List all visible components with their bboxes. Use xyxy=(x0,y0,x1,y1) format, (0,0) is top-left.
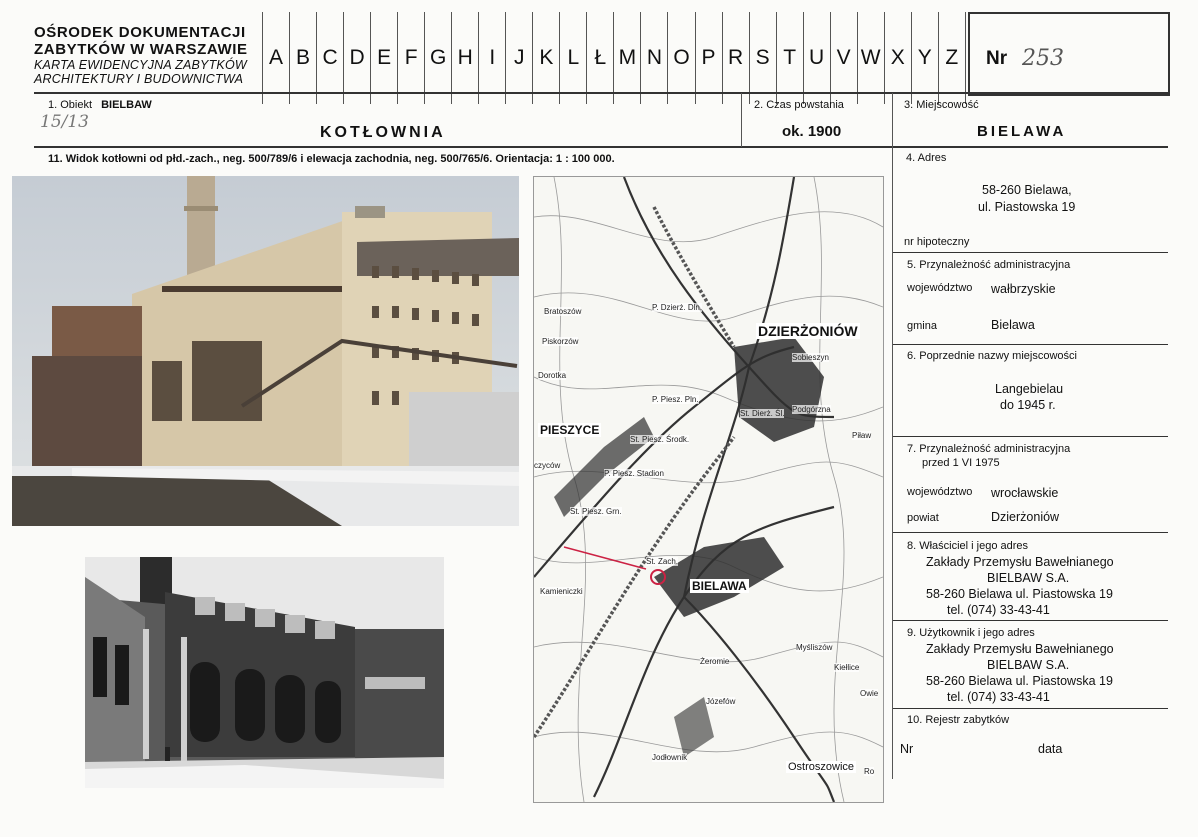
wlasciciel-l3: 58-260 Bielawa ul. Piastowska 19 xyxy=(926,587,1113,601)
map-label-minor: St. Piesz. Grn. xyxy=(570,507,622,516)
woj75-value: wrocławskie xyxy=(991,486,1059,500)
wlasciciel-label: 8. Właściciel i jego adres xyxy=(907,540,1029,552)
map-label-minor: Myśliszów xyxy=(796,643,833,652)
hipoteczny-label: nr hipoteczny xyxy=(904,236,970,248)
index-letter-9: J xyxy=(505,12,532,104)
photo-boiler-house-color xyxy=(12,176,519,526)
institution-block xyxy=(34,24,264,86)
index-letter-18: S xyxy=(749,12,776,104)
map-label-minor: Piskorzów xyxy=(542,337,579,346)
index-letter-3: D xyxy=(343,12,370,104)
rule-7 xyxy=(893,436,1168,437)
header-rule xyxy=(34,92,1168,94)
index-letter-12: Ł xyxy=(586,12,613,104)
map-label-minor: St. Piesz. Środk. xyxy=(630,435,690,444)
index-letter-22: W xyxy=(857,12,884,104)
index-letter-23: X xyxy=(884,12,911,104)
map-label-minor: Ro xyxy=(864,767,875,776)
index-letter-10: K xyxy=(532,12,559,104)
rule-8 xyxy=(893,532,1168,533)
admin75-label: 7. Przynależność administracyjna xyxy=(907,443,1071,455)
alphabet-index xyxy=(262,12,966,104)
map-label-minor: P. Piesz. Stadion xyxy=(604,469,664,478)
woj-label: województwo xyxy=(907,282,973,294)
admin75-label2: przed 1 VI 1975 xyxy=(922,457,1000,469)
rule-9 xyxy=(893,620,1168,621)
row1-divider-1 xyxy=(741,93,742,147)
map-label-minor: P. Piesz. Pln. xyxy=(652,395,699,404)
rejestr-nr-label: Nr xyxy=(900,742,914,756)
index-letter-24: Y xyxy=(911,12,938,104)
poprz-line1: Langebielau xyxy=(995,382,1064,396)
org-line3: KARTA EWIDENCYJNA ZABYTKÓW xyxy=(34,58,247,72)
map-label-minor: Kiełlice xyxy=(834,663,860,672)
index-letter-11: L xyxy=(559,12,586,104)
map-label-minor: Podgórzna xyxy=(792,405,831,414)
map-label-dzierzoniow: DZIERŻONIÓW xyxy=(758,323,858,339)
uzytkownik-label: 9. Użytkownik i jego adres xyxy=(907,627,1035,639)
index-letter-21: V xyxy=(830,12,857,104)
rule-6 xyxy=(893,344,1168,345)
nr-value: 253 xyxy=(1022,46,1064,71)
gmina-value: Bielawa xyxy=(991,318,1035,332)
nr-label: Nr xyxy=(986,48,1008,69)
map-label-minor: St. Dierż. Śl. xyxy=(740,409,785,418)
czas-value: ok. 1900 xyxy=(782,123,842,140)
powiat-label: powiat xyxy=(907,512,939,524)
index-letter-8: I xyxy=(478,12,505,104)
map-label-minor: P. Dzierż. Dln. xyxy=(652,303,703,312)
uzytkownik-l3: 58-260 Bielawa ul. Piastowska 19 xyxy=(926,674,1113,688)
index-letter-13: M xyxy=(613,12,640,104)
index-letter-14: N xyxy=(640,12,667,104)
index-letter-17: R xyxy=(722,12,749,104)
rejestr-label: 10. Rejestr zabytków xyxy=(907,714,1010,726)
obiekt-label: 1. Obiekt xyxy=(48,99,93,111)
poprz-label: 6. Poprzednie nazwy miejscowości xyxy=(907,350,1077,362)
index-letter-0: A xyxy=(262,12,289,104)
woj75-label: województwo xyxy=(907,486,973,498)
map-label-pieszyce: PIESZYCE xyxy=(540,423,600,437)
map-label-bielawa: BIELAWA xyxy=(692,579,747,593)
map-label-minor: Owie xyxy=(860,689,879,698)
czas-label: 2. Czas powstania xyxy=(754,99,844,111)
index-letter-5: F xyxy=(397,12,424,104)
obiekt-code: BIELBAW xyxy=(101,99,152,111)
rule-5 xyxy=(893,252,1168,253)
index-letter-1: B xyxy=(289,12,316,104)
object-name: KOTŁOWNIA xyxy=(320,124,446,141)
wlasciciel-l2: BIELBAW S.A. xyxy=(987,571,1070,585)
uzytkownik-l2: BIELBAW S.A. xyxy=(987,658,1070,672)
index-letter-16: P xyxy=(695,12,722,104)
adres-line1: 58-260 Bielawa, xyxy=(982,183,1072,197)
index-letter-20: U xyxy=(803,12,830,104)
map-label-minor: St. Zach. xyxy=(646,557,679,566)
map-label-minor: Sobieszyn xyxy=(792,353,829,362)
rejestr-data-label: data xyxy=(1038,742,1063,756)
map-label-minor: Żeromie xyxy=(700,657,730,666)
photo-boiler-house-bw xyxy=(85,557,444,788)
gmina-label: gmina xyxy=(907,320,937,332)
obiekt-label-wrap xyxy=(48,99,152,111)
adres-line2: ul. Piastowska 19 xyxy=(978,200,1076,214)
map-label-minor: Bratoszów xyxy=(544,307,582,316)
miejscowosc-value: BIELAWA xyxy=(977,123,1067,140)
map-label-minor: Józefów xyxy=(706,697,736,706)
wlasciciel-l4: tel. (074) 33-43-41 xyxy=(947,603,1050,617)
poprz-line2: do 1945 r. xyxy=(1000,398,1056,412)
map-label-minor: Dorotka xyxy=(538,371,567,380)
org-line4: ARCHITEKTURY I BUDOWNICTWA xyxy=(34,72,244,86)
uzytkownik-l1: Zakłady Przemysłu Bawełnianego xyxy=(926,642,1114,656)
map-label-minor: Jodłownik xyxy=(652,753,688,762)
index-letter-7: H xyxy=(451,12,478,104)
row1-rule xyxy=(34,146,1168,148)
index-letter-4: E xyxy=(370,12,397,104)
map-label-minor: Piław xyxy=(852,431,872,440)
admin-label: 5. Przynależność administracyjna xyxy=(907,259,1071,271)
index-letter-19: T xyxy=(776,12,803,104)
map-label-ostroszowice: Ostroszowice xyxy=(788,761,855,773)
photo-caption: 11. Widok kotłowni od płd.-zach., neg. 500/789/6 i elewacja zachodnia, neg. 500/765/6. Orientacja: 1 : 100 000. xyxy=(48,153,615,165)
miejscowosc-label: 3. Miejscowość xyxy=(904,99,979,111)
map-label-minor: Kamieniczki xyxy=(540,587,583,596)
map-label-minor: czyców xyxy=(534,461,561,470)
handwritten-number: 15/13 xyxy=(40,112,89,132)
index-letter-6: G xyxy=(424,12,451,104)
adres-label: 4. Adres xyxy=(906,152,947,164)
index-letter-2: C xyxy=(316,12,343,104)
index-letter-15: O xyxy=(667,12,694,104)
org-line1: OŚRODEK DOKUMENTACJI xyxy=(34,24,246,41)
uzytkownik-l4: tel. (074) 33-43-41 xyxy=(947,690,1050,704)
org-line2: ZABYTKÓW W WARSZAWIE xyxy=(34,41,248,58)
rule-10 xyxy=(893,708,1168,709)
woj-value: wałbrzyskie xyxy=(991,282,1056,296)
powiat-value: Dzierżoniów xyxy=(991,510,1060,524)
wlasciciel-l1: Zakłady Przemysłu Bawełnianego xyxy=(926,555,1114,569)
index-letter-25: Z xyxy=(938,12,966,104)
location-map xyxy=(533,176,884,803)
record-number-box xyxy=(968,12,1170,96)
